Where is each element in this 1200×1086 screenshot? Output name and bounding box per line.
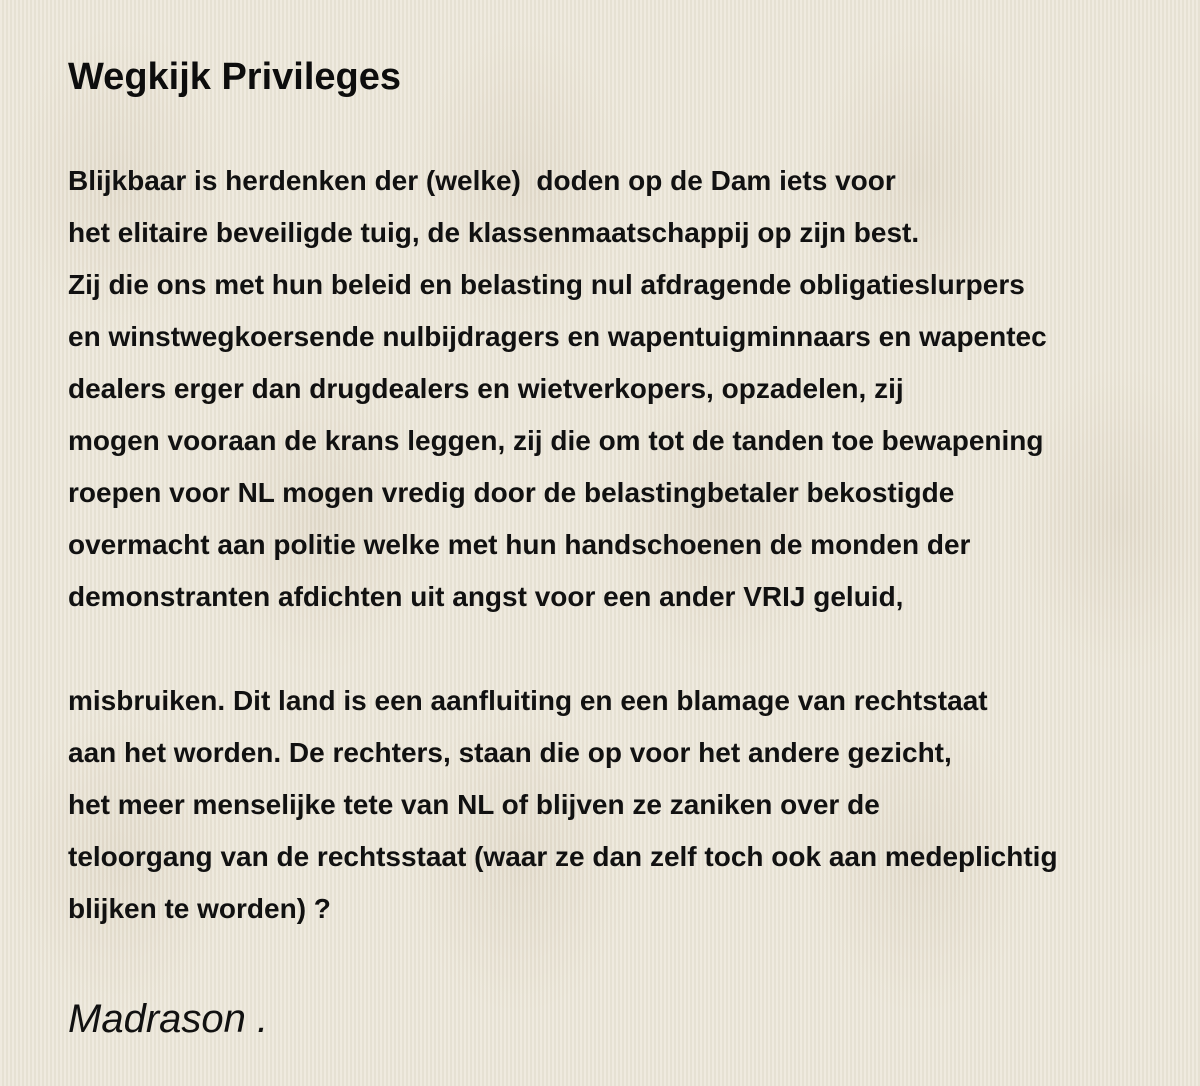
poem-line: misbruiken. Dit land is een aanfluiting en een blamage van rechtstaat: [68, 685, 988, 716]
poem-line: het elitaire beveiligde tuig, de klassenmaatschappij op zijn best.: [68, 217, 920, 248]
poem-line: aan het worden. De rechters, staan die op voor het andere gezicht,: [68, 737, 952, 768]
poem-card: [68, 52, 1200, 1086]
poem-title: Wegkijk Privileges: [68, 56, 402, 98]
poem-line: blijken te worden) ?: [68, 893, 331, 924]
poem-line: Blijkbaar is herdenken der (welke) doden op de Dam iets voor: [68, 165, 896, 196]
poem-line: roepen voor NL mogen vredig door de belastingbetaler bekostigde: [68, 477, 955, 508]
poem-line: Zij die ons met hun beleid en belasting nul afdragende obligatieslurpers: [68, 269, 1025, 300]
poem-line: demonstranten afdichten uit angst voor een ander VRIJ geluid,: [68, 581, 904, 612]
poem-line: teloorgang van de rechtsstaat (waar ze dan zelf toch ook aan medeplichtig: [68, 841, 1058, 872]
poem-line: dealers erger dan drugdealers en wietverkopers, opzadelen, zij: [68, 373, 904, 404]
poem-author: Madrason .: [68, 997, 269, 1041]
stanza-1: [68, 155, 1200, 623]
poem-line: mogen vooraan de krans leggen, zij die om tot de tanden toe bewapening: [68, 425, 1044, 456]
poem-line: overmacht aan politie welke met hun handschoenen de monden der: [68, 529, 971, 560]
poem-body: [68, 155, 1200, 935]
stanza-2: [68, 675, 1200, 935]
poem-line: het meer menselijke tete van NL of blijven ze zaniken over de: [68, 789, 880, 820]
poem-line: en winstwegkoersende nulbijdragers en wapentuigminnaars en wapentec: [68, 321, 1047, 352]
